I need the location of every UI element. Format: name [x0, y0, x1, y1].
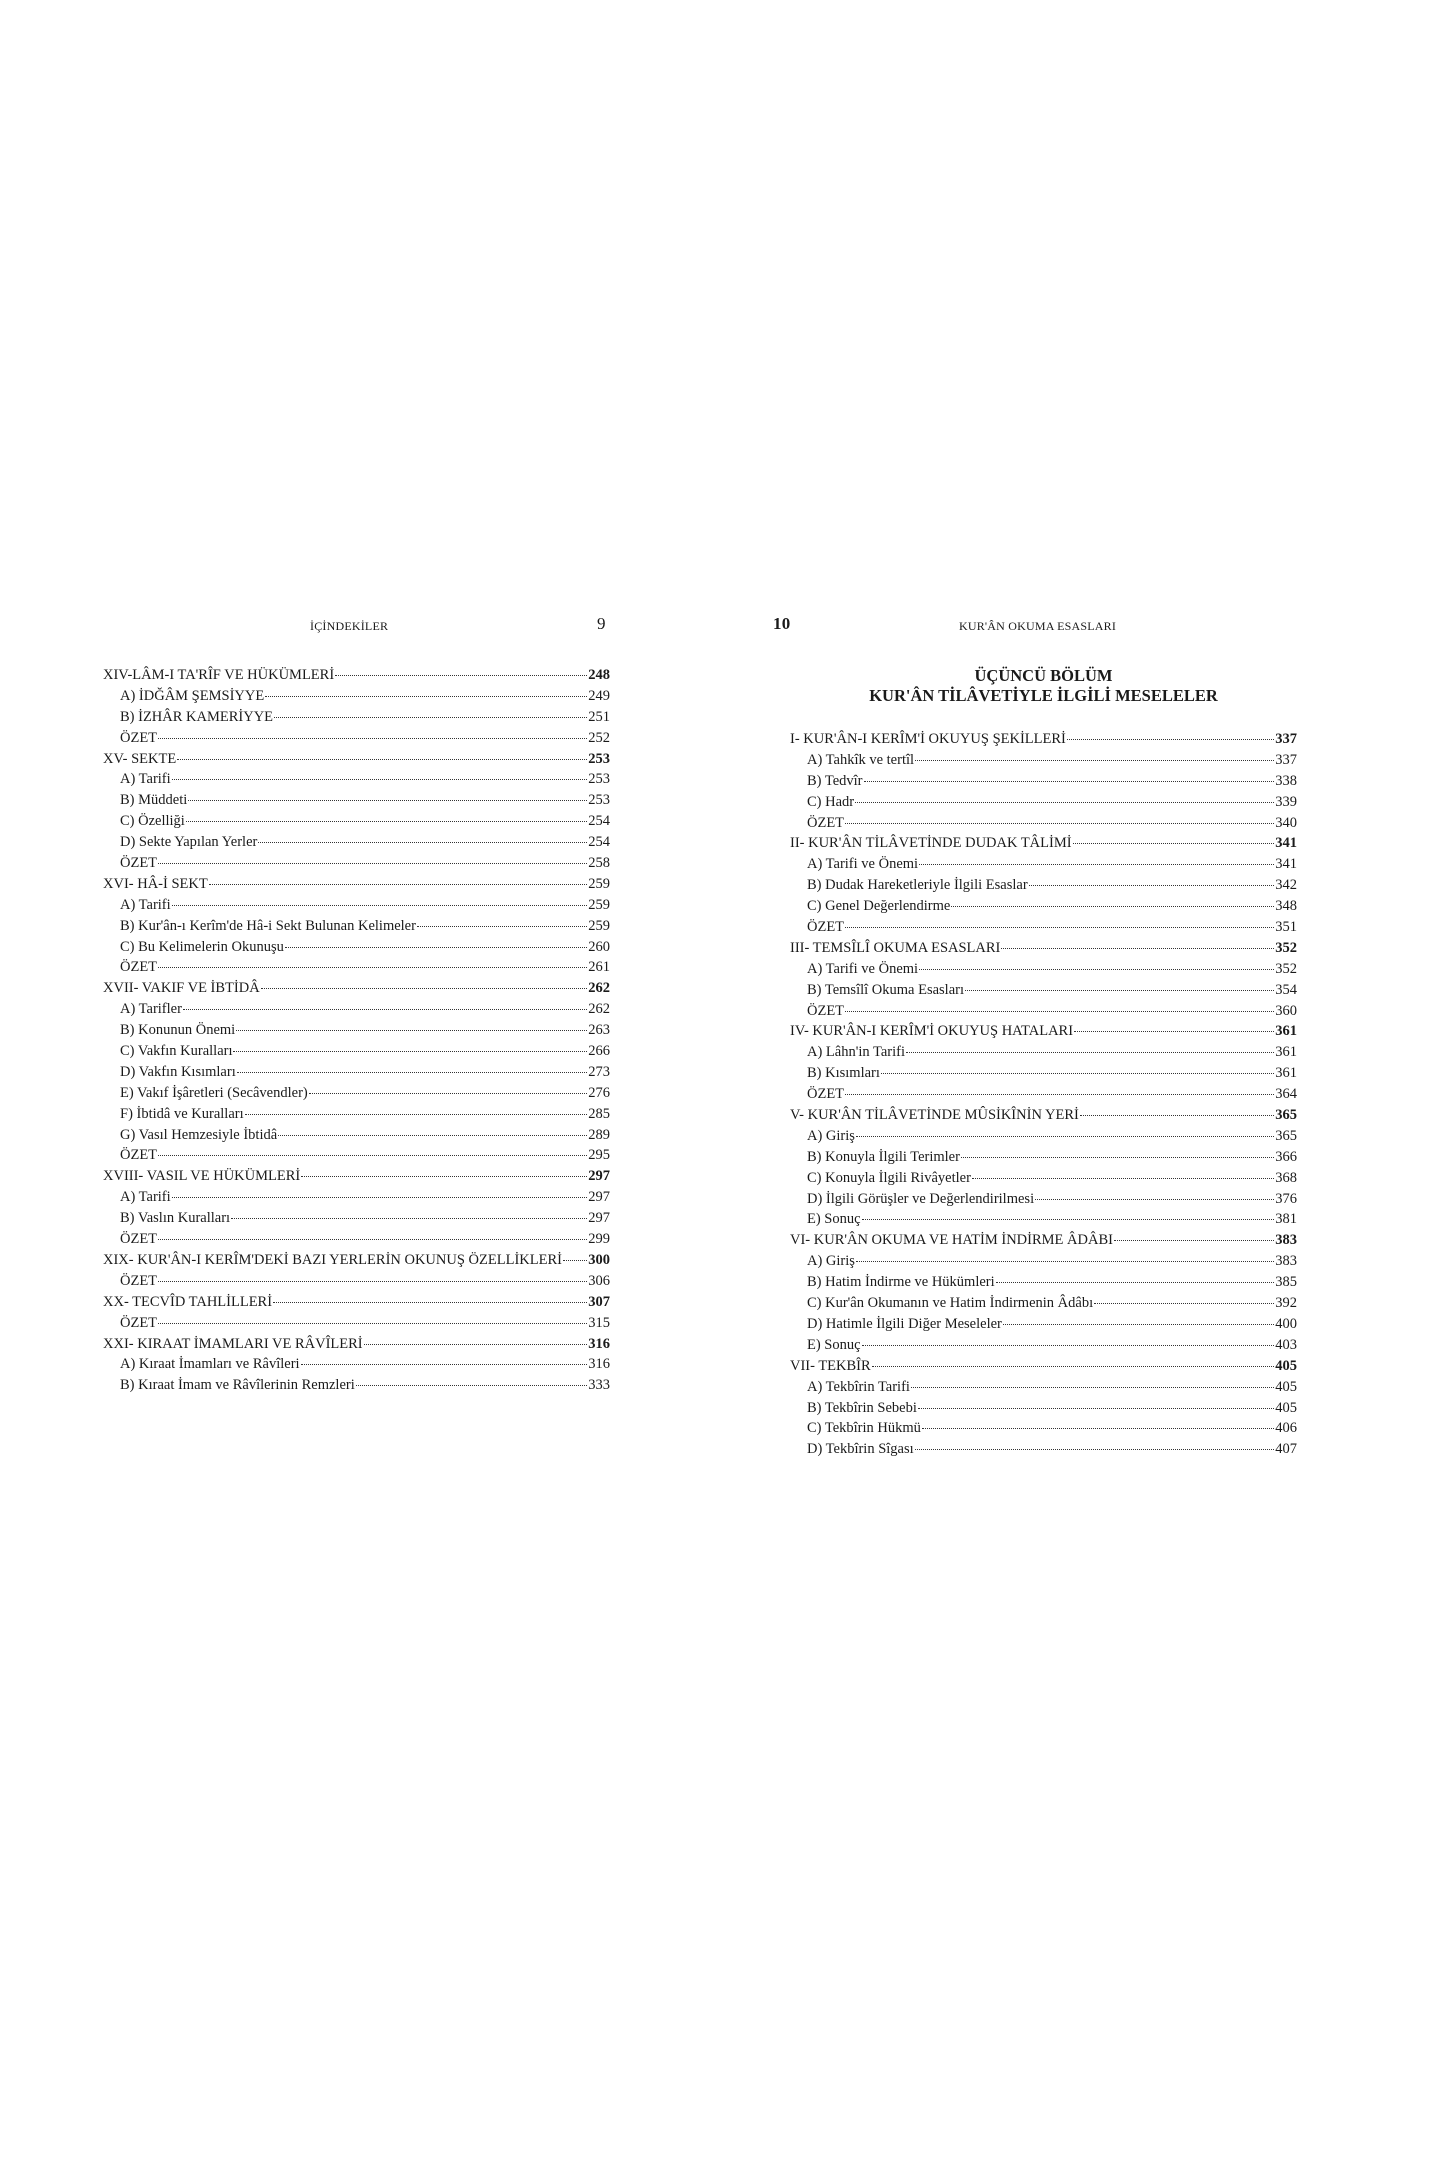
toc-sub-entry [103, 1271, 610, 1292]
toc-entry-label: B) İZHÂR KAMERİYYE [120, 708, 274, 725]
toc-entry-page: 341 [1275, 856, 1297, 873]
toc-entry-page: 249 [588, 687, 610, 704]
dot-leader [158, 863, 587, 864]
toc-sub-entry [103, 1375, 610, 1396]
toc-entry-label: E) Vakıf İşâretleri (Secâvendler) [120, 1084, 308, 1101]
toc-chapter-entry [790, 1230, 1297, 1251]
toc-sub-entry [790, 1168, 1297, 1189]
dot-leader [872, 1366, 1275, 1367]
toc-sub-entry [103, 1125, 610, 1146]
toc-sub-entry [790, 1272, 1297, 1293]
toc-entry-page: 253 [588, 771, 610, 788]
toc-entry-label: C) Özelliği [120, 813, 185, 830]
toc-entry-label: ÖZET [120, 855, 158, 872]
toc-entry-label: XVIII- VASIL VE HÜKÜMLERİ [103, 1168, 301, 1185]
dot-leader [237, 1072, 588, 1073]
dot-leader [862, 1345, 1275, 1346]
toc-chapter-entry [790, 1105, 1297, 1126]
toc-entry-label: ÖZET [120, 729, 158, 746]
dot-leader [158, 1281, 587, 1282]
dot-leader [919, 969, 1274, 970]
dot-leader [1067, 739, 1274, 740]
toc-sub-entry [790, 1398, 1297, 1419]
toc-entry-label: A) Tarifi [120, 896, 171, 913]
dot-leader [183, 1009, 587, 1010]
toc-entry-label: C) Hadr [807, 793, 855, 810]
dot-leader [258, 842, 587, 843]
toc-sub-entry [790, 980, 1297, 1001]
dot-leader [177, 759, 587, 760]
toc-entry-label: B) Kısımları [807, 1065, 880, 1082]
toc-entry-label: D) İlgili Görüşler ve Değerlendirilmesi [807, 1190, 1035, 1207]
dot-leader [1003, 1324, 1274, 1325]
toc-entry-label: B) Konunun Önemi [120, 1022, 236, 1039]
toc-entry-label: B) Dudak Hareketleriyle İlgili Esaslar [807, 877, 1028, 894]
toc-entry-page: 405 [1275, 1357, 1297, 1374]
toc-sub-entry [790, 1377, 1297, 1398]
dot-leader [951, 906, 1274, 907]
dot-leader [309, 1093, 588, 1094]
dot-leader [919, 864, 1274, 865]
toc-chapter-entry [790, 938, 1297, 959]
dot-leader [335, 675, 587, 676]
dot-leader [996, 1282, 1275, 1283]
toc-sub-entry [103, 1313, 610, 1334]
toc-entry-page: 352 [1275, 960, 1297, 977]
dot-leader [209, 884, 588, 885]
toc-entry-label: III- TEMSÎLÎ OKUMA ESASLARI [790, 939, 1001, 956]
dot-leader [965, 990, 1274, 991]
toc-sub-entry [103, 895, 610, 916]
toc-entry-label: A) Tarifi ve Önemi [807, 960, 919, 977]
toc-entry-page: 341 [1275, 835, 1297, 852]
dot-leader [417, 926, 587, 927]
toc-entry-page: 251 [588, 708, 610, 725]
toc-entry-label: E) Sonuç [807, 1336, 861, 1353]
toc-sub-entry [103, 1187, 610, 1208]
toc-entry-page: 383 [1275, 1253, 1297, 1270]
dot-leader [911, 1387, 1274, 1388]
toc-entry-label: XVI- HÂ-İ SEKT [103, 875, 208, 892]
toc-entry-label: B) Temsîlî Okuma Esasları [807, 981, 964, 998]
toc-sub-entry [790, 1314, 1297, 1335]
toc-entry-page: 259 [588, 917, 610, 934]
toc-entry-page: 316 [588, 1335, 610, 1352]
toc-sub-entry [790, 917, 1297, 938]
toc-sub-entry [790, 1042, 1297, 1063]
toc-chapter-entry [790, 1356, 1297, 1377]
toc-sub-entry [790, 771, 1297, 792]
dot-leader [356, 1385, 588, 1386]
toc-entry-label: F) İbtidâ ve Kuralları [120, 1105, 244, 1122]
header-title: İÇİNDEKİLER [310, 619, 389, 633]
toc-chapter-entry [103, 978, 610, 999]
toc-entry-page: 361 [1275, 1065, 1297, 1082]
toc-chapter-entry [790, 729, 1297, 750]
dot-leader [158, 1323, 587, 1324]
toc-entry-label: XXI- KIRAAT İMAMLARI VE RÂVÎLERİ [103, 1335, 363, 1352]
toc-entry-page: 261 [588, 959, 610, 976]
toc-sub-entry [103, 707, 610, 728]
toc-entry-page: 333 [588, 1377, 610, 1394]
dot-leader [172, 1197, 588, 1198]
toc-entry-label: B) Kıraat İmam ve Râvîlerinin Remzleri [120, 1377, 355, 1394]
toc-sub-entry [103, 790, 610, 811]
section-title: ÜÇÜNCÜ BÖLÜM [974, 666, 1113, 685]
toc-entry-label: A) Tarifi ve Önemi [807, 856, 919, 873]
toc-sub-entry [790, 1418, 1297, 1439]
toc-entry-page: 361 [1275, 1023, 1297, 1040]
toc-entry-label: I- KUR'ÂN-I KERÎM'İ OKUYUŞ ŞEKİLLERİ [790, 731, 1066, 747]
toc-sub-entry [103, 728, 610, 749]
toc-entry-page: 297 [588, 1189, 610, 1206]
dot-leader [563, 1260, 587, 1261]
header-title: KUR'ÂN OKUMA ESASLARI [959, 619, 1117, 633]
section-subtitle: KUR'ÂN TİLÂVETİYLE İLGİLİ MESELELER [869, 686, 1218, 705]
toc-entry-page: 365 [1275, 1107, 1297, 1124]
toc-sub-entry [103, 1229, 610, 1250]
dot-leader [231, 1218, 587, 1219]
dot-leader [972, 1178, 1274, 1179]
toc-chapter-entry [103, 749, 610, 770]
toc-entry-page: 252 [588, 729, 610, 746]
toc-entry-page: 263 [588, 1022, 610, 1039]
toc-sub-entry [790, 1439, 1297, 1460]
toc-sub-entry [790, 1209, 1297, 1230]
toc-chapter-entry [790, 1021, 1297, 1042]
toc-entry-page: 403 [1275, 1336, 1297, 1353]
toc-sub-entry [790, 959, 1297, 980]
toc-sub-entry [103, 853, 610, 874]
toc-entry-page: 407 [1275, 1441, 1297, 1458]
toc-entry-label: ÖZET [120, 1314, 158, 1331]
toc-chapter-entry [103, 665, 610, 686]
dot-leader [845, 1094, 1274, 1095]
toc-entry-page: 260 [588, 938, 610, 955]
toc-entry-label: E) Sonuç [807, 1211, 861, 1228]
toc-entry-page: 273 [588, 1063, 610, 1080]
toc-chapter-entry [103, 1166, 610, 1187]
toc-sub-entry [790, 792, 1297, 813]
toc-entry-page: 259 [588, 875, 610, 892]
toc-entry-label: A) Kıraat İmamları ve Râvîleri [120, 1356, 300, 1373]
toc-entry-page: 266 [588, 1043, 610, 1060]
dot-leader [845, 823, 1274, 824]
dot-leader [845, 927, 1274, 928]
toc-entry-label: VII- TEKBÎR [790, 1357, 871, 1374]
toc-entry-page: 348 [1275, 898, 1297, 915]
table-of-contents [790, 729, 1297, 1460]
toc-entry-label: C) Bu Kelimelerin Okunuşu [120, 938, 284, 955]
toc-sub-entry [103, 937, 610, 958]
dot-leader [1114, 1240, 1274, 1241]
toc-entry-label: B) Hatim İndirme ve Hükümleri [807, 1274, 995, 1291]
toc-entry-page: 361 [1275, 1044, 1297, 1061]
toc-entry-page: 351 [1275, 919, 1297, 936]
toc-sub-entry [103, 769, 610, 790]
dot-leader [233, 1051, 587, 1052]
toc-entry-label: ÖZET [120, 959, 158, 976]
dot-leader [273, 1302, 587, 1303]
toc-sub-entry [103, 686, 610, 707]
toc-entry-page: 307 [588, 1293, 610, 1310]
dot-leader [856, 1136, 1274, 1137]
toc-entry-label: D) Sekte Yapılan Yerler [120, 834, 258, 851]
toc-entry-page: 315 [588, 1314, 610, 1331]
dot-leader [245, 1114, 588, 1115]
page-number: 10 [773, 614, 791, 633]
toc-sub-entry [790, 1126, 1297, 1147]
toc-entry-page: 376 [1275, 1190, 1297, 1207]
toc-entry-label: A) Lâhn'in Tarifi [807, 1044, 905, 1061]
toc-entry-page: 258 [588, 855, 610, 872]
toc-entry-label: ÖZET [807, 919, 845, 936]
dot-leader [1029, 885, 1275, 886]
toc-entry-page: 300 [588, 1251, 610, 1268]
dot-leader [855, 802, 1274, 803]
toc-chapter-entry [103, 874, 610, 895]
dot-leader [918, 1408, 1274, 1409]
toc-sub-entry [103, 1020, 610, 1041]
toc-entry-label: XV- SEKTE [103, 750, 177, 767]
toc-entry-page: 254 [588, 813, 610, 830]
toc-entry-label: G) Vasıl Hemzesiyle İbtidâ [120, 1126, 278, 1143]
toc-sub-entry [790, 813, 1297, 834]
dot-leader [1074, 1031, 1274, 1032]
dot-leader [172, 905, 588, 906]
table-of-contents [103, 665, 610, 1396]
toc-entry-label: A) Tekbîrin Tarifi [807, 1378, 910, 1395]
toc-sub-entry [790, 1147, 1297, 1168]
toc-entry-label: B) Vaslın Kuralları [120, 1210, 231, 1227]
toc-sub-entry [103, 1083, 610, 1104]
toc-sub-entry [103, 957, 610, 978]
dot-leader [915, 1449, 1275, 1450]
toc-entry-label: C) Konuyla İlgili Rivâyetler [807, 1169, 971, 1186]
toc-entry-page: 338 [1275, 772, 1297, 789]
toc-entry-page: 354 [1275, 981, 1297, 998]
toc-entry-page: 276 [588, 1084, 610, 1101]
toc-entry-label: B) Kur'ân-ı Kerîm'de Hâ-i Sekt Bulunan Kelimeler [120, 917, 416, 934]
toc-entry-page: 337 [1275, 751, 1297, 768]
dot-leader [881, 1073, 1274, 1074]
toc-entry-page: 364 [1275, 1086, 1297, 1103]
toc-chapter-entry [103, 1292, 610, 1313]
toc-chapter-entry [103, 1250, 610, 1271]
toc-entry-label: XVII- VAKIF VE İBTİDÂ [103, 980, 260, 997]
toc-sub-entry [103, 811, 610, 832]
dot-leader [261, 988, 588, 989]
toc-entry-page: 406 [1275, 1420, 1297, 1437]
toc-entry-label: XIX- KUR'ÂN-I KERÎM'DEKİ BAZI YERLERİN OKUNUŞ ÖZELLİKLERİ [103, 1251, 562, 1268]
toc-entry-label: B) Müddeti [120, 792, 188, 809]
toc-sub-entry [790, 875, 1297, 896]
dot-leader [285, 947, 587, 948]
toc-entry-page: 368 [1275, 1169, 1297, 1186]
toc-sub-entry [790, 750, 1297, 771]
toc-entry-page: 306 [588, 1272, 610, 1289]
dot-leader [961, 1157, 1274, 1158]
toc-entry-page: 262 [588, 1001, 610, 1018]
toc-sub-entry [790, 1189, 1297, 1210]
toc-sub-entry [103, 1104, 610, 1125]
toc-entry-label: B) Tedvîr [807, 772, 863, 789]
toc-entry-page: 295 [588, 1147, 610, 1164]
toc-sub-entry [790, 1293, 1297, 1314]
toc-entry-label: C) Tekbîrin Hükmü [807, 1420, 921, 1437]
dot-leader [862, 1219, 1275, 1220]
toc-entry-label: ÖZET [120, 1147, 158, 1164]
toc-entry-page: 340 [1275, 814, 1297, 831]
toc-entry-page: 253 [588, 792, 610, 809]
toc-entry-page: 385 [1275, 1274, 1297, 1291]
toc-entry-label: II- KUR'ÂN TİLÂVETİNDE DUDAK TÂLİMİ [790, 835, 1072, 852]
toc-entry-label: ÖZET [807, 1086, 845, 1103]
toc-entry-page: 253 [588, 750, 610, 767]
toc-entry-label: A) Tahkîk ve tertîl [807, 751, 915, 768]
dot-leader [845, 1011, 1274, 1012]
toc-entry-label: C) Vakfın Kuralları [120, 1043, 233, 1060]
dot-leader [1094, 1303, 1274, 1304]
dot-leader [1080, 1115, 1274, 1116]
toc-entry-label: IV- KUR'ÂN-I KERÎM'İ OKUYUŞ HATALARI [790, 1023, 1074, 1040]
toc-entry-page: 337 [1275, 731, 1297, 747]
toc-entry-page: 342 [1275, 877, 1297, 894]
dot-leader [915, 760, 1274, 761]
toc-entry-label: A) Tarifi [120, 1189, 171, 1206]
toc-entry-label: C) Kur'ân Okumanın ve Hatim İndirmenin Âdâbı [807, 1295, 1094, 1312]
toc-chapter-entry [103, 1334, 610, 1355]
toc-entry-page: 248 [588, 667, 610, 683]
toc-entry-page: 392 [1275, 1295, 1297, 1312]
toc-entry-label: XX- TECVÎD TAHLİLLERİ [103, 1293, 273, 1310]
toc-sub-entry [790, 1251, 1297, 1272]
toc-entry-page: 405 [1275, 1378, 1297, 1395]
dot-leader [906, 1052, 1274, 1053]
section-heading [790, 666, 1297, 706]
toc-entry-page: 381 [1275, 1211, 1297, 1228]
toc-entry-label: A) Giriş [807, 1127, 855, 1144]
dot-leader [265, 696, 587, 697]
toc-entry-page: 405 [1275, 1399, 1297, 1416]
toc-sub-entry [103, 999, 610, 1020]
toc-entry-label: VI- KUR'ÂN OKUMA VE HATİM İNDİRME ÂDÂBI [790, 1232, 1113, 1249]
toc-sub-entry [790, 1084, 1297, 1105]
dot-leader [186, 821, 587, 822]
toc-entry-page: 400 [1275, 1315, 1297, 1332]
toc-sub-entry [103, 1354, 610, 1375]
toc-entry-label: C) Genel Değerlendirme [807, 898, 951, 915]
toc-sub-entry [790, 896, 1297, 917]
dot-leader [364, 1344, 588, 1345]
toc-entry-label: B) Tekbîrin Sebebi [807, 1399, 917, 1416]
dot-leader [856, 1261, 1274, 1262]
toc-sub-entry [103, 1041, 610, 1062]
dot-leader [1073, 843, 1275, 844]
toc-entry-label: D) Hatimle İlgili Diğer Meseleler [807, 1315, 1002, 1332]
toc-entry-label: D) Tekbîrin Sîgası [807, 1441, 914, 1458]
toc-entry-page: 316 [588, 1356, 610, 1373]
dot-leader [158, 967, 587, 968]
toc-sub-entry [103, 916, 610, 937]
toc-entry-page: 262 [588, 980, 610, 997]
toc-sub-entry [103, 1208, 610, 1229]
toc-entry-page: 297 [588, 1168, 610, 1185]
dot-leader [864, 781, 1275, 782]
toc-entry-page: 285 [588, 1105, 610, 1122]
dot-leader [922, 1428, 1274, 1429]
toc-entry-page: 352 [1275, 939, 1297, 956]
toc-entry-page: 297 [588, 1210, 610, 1227]
toc-entry-label: ÖZET [120, 1231, 158, 1248]
toc-sub-entry [103, 832, 610, 853]
toc-entry-label: V- KUR'ÂN TİLÂVETİNDE MÛSİKÎNİN YERİ [790, 1107, 1079, 1124]
toc-entry-label: B) Konuyla İlgili Terimler [807, 1148, 960, 1165]
page-number: 9 [597, 614, 606, 633]
dot-leader [301, 1176, 587, 1177]
dot-leader [158, 738, 587, 739]
toc-chapter-entry [790, 833, 1297, 854]
toc-sub-entry [790, 854, 1297, 875]
toc-entry-page: 365 [1275, 1127, 1297, 1144]
toc-entry-label: D) Vakfın Kısımları [120, 1063, 236, 1080]
dot-leader [274, 717, 587, 718]
toc-entry-label: ÖZET [807, 814, 845, 831]
toc-entry-page: 254 [588, 834, 610, 851]
toc-entry-label: ÖZET [120, 1272, 158, 1289]
toc-entry-page: 339 [1275, 793, 1297, 810]
dot-leader [301, 1364, 588, 1365]
dot-leader [278, 1135, 587, 1136]
toc-entry-page: 360 [1275, 1002, 1297, 1019]
toc-sub-entry [103, 1145, 610, 1166]
toc-entry-page: 289 [588, 1126, 610, 1143]
toc-entry-label: A) Tarifi [120, 771, 171, 788]
toc-entry-label: A) İDĞÂM ŞEMSİYYE [120, 687, 265, 704]
dot-leader [236, 1030, 587, 1031]
toc-entry-label: XIV-LÂM-I TA'RÎF VE HÜKÜMLERİ [103, 667, 335, 683]
dot-leader [172, 779, 588, 780]
dot-leader [188, 800, 587, 801]
toc-sub-entry [103, 1062, 610, 1083]
toc-entry-page: 383 [1275, 1232, 1297, 1249]
toc-entry-page: 366 [1275, 1148, 1297, 1165]
toc-entry-label: A) Tarifler [120, 1001, 182, 1018]
toc-entry-page: 259 [588, 896, 610, 913]
dot-leader [1035, 1199, 1274, 1200]
dot-leader [158, 1155, 587, 1156]
toc-sub-entry [790, 1001, 1297, 1022]
dot-leader [1001, 948, 1274, 949]
toc-entry-label: ÖZET [807, 1002, 845, 1019]
toc-sub-entry [790, 1335, 1297, 1356]
toc-sub-entry [790, 1063, 1297, 1084]
toc-entry-label: A) Giriş [807, 1253, 855, 1270]
dot-leader [158, 1239, 587, 1240]
toc-entry-page: 299 [588, 1231, 610, 1248]
